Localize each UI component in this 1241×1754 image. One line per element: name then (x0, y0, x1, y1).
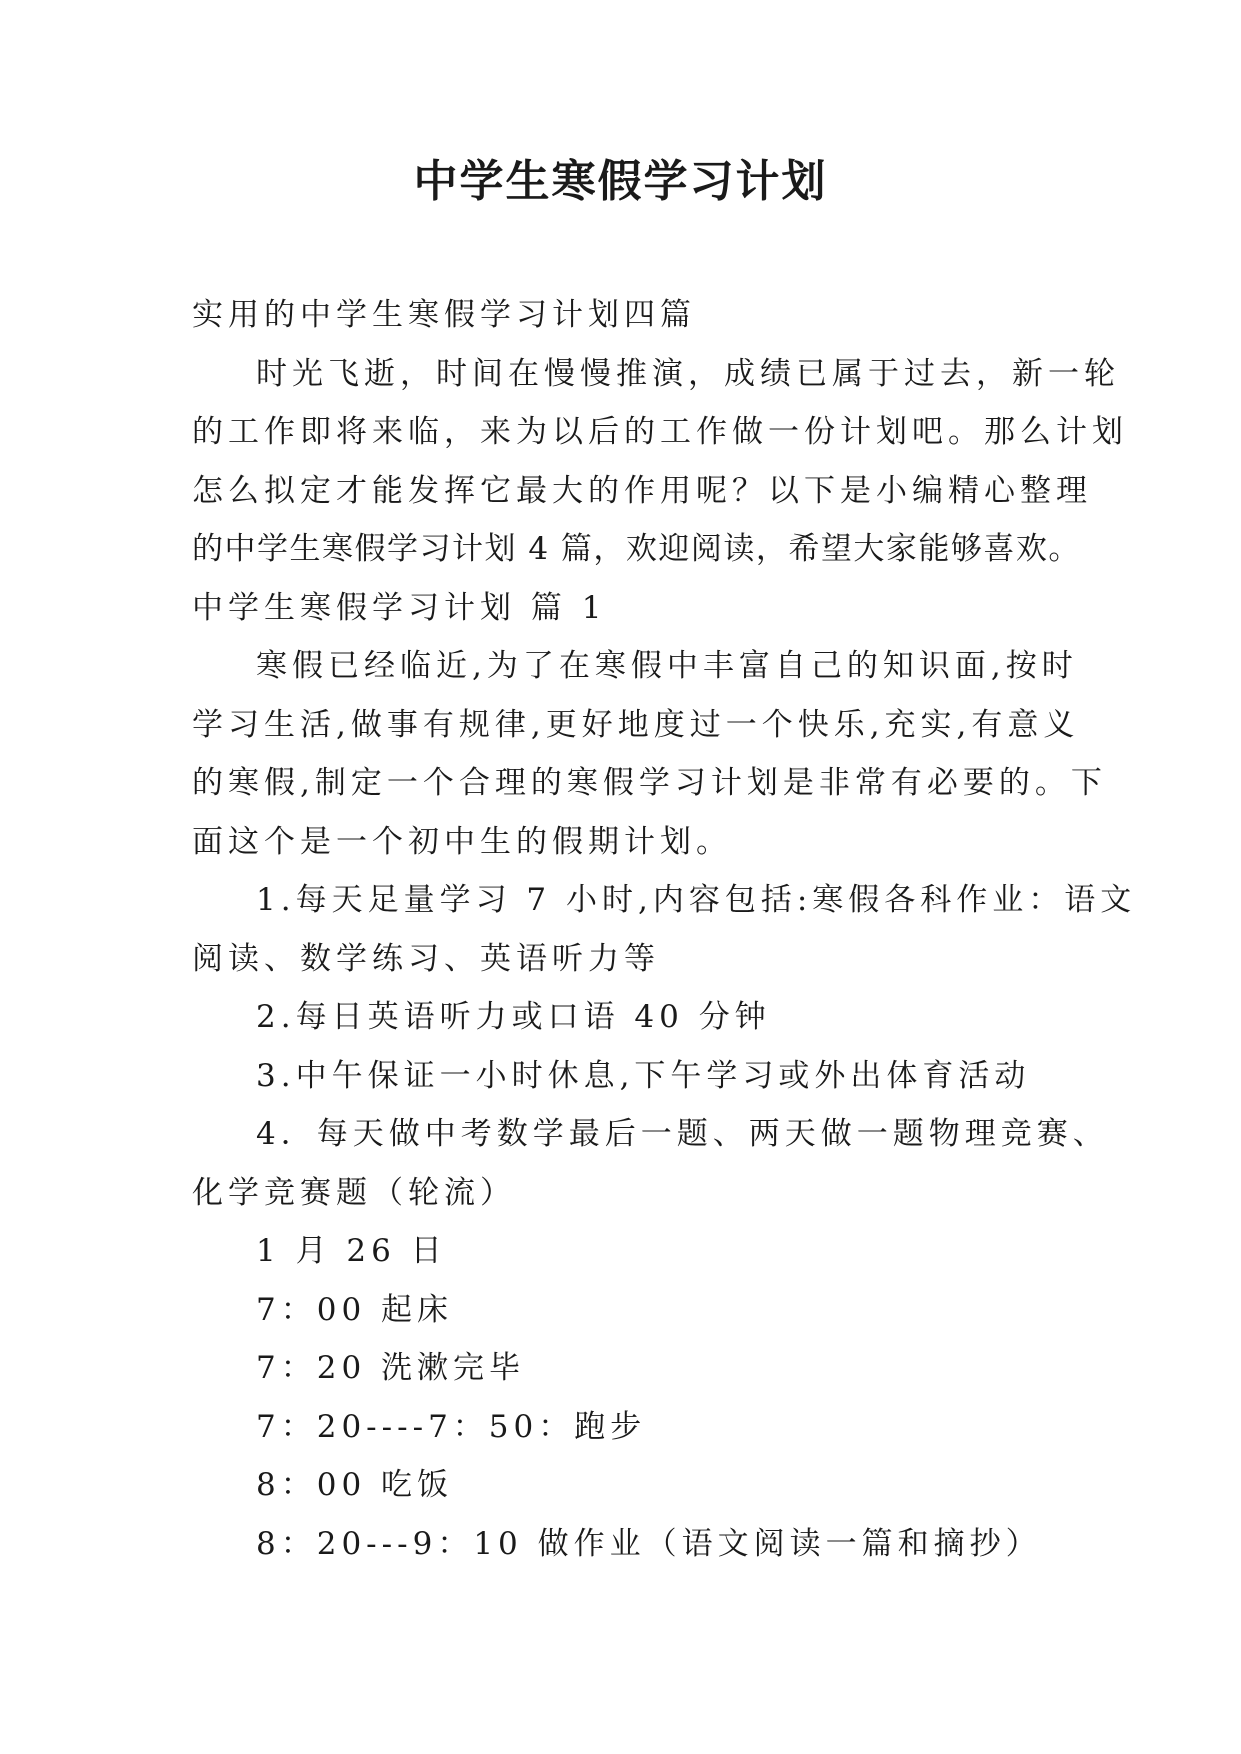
text-line: 的寒假,制定一个合理的寒假学习计划是非常有必要的。下 (192, 765, 1107, 801)
text-line: 7：20----7：50：跑步 (256, 1408, 647, 1445)
text-line: 寒假已经临近,为了在寒假中丰富自己的知识面,按时 (256, 648, 1078, 684)
text-line: 的工作即将来临，来为以后的工作做一份计划吧。那么计划 (192, 414, 1128, 450)
text-line: 1 月 26 日 (256, 1233, 447, 1269)
text-line: 化学竞赛题（轮流） (192, 1174, 516, 1211)
text-line: 1.每天足量学习 7 小时,内容包括:寒假各科作业：语文 (256, 882, 1137, 918)
text-line: 4．每天做中考数学最后一题、两天做一题物理竞赛、 (256, 1116, 1109, 1152)
text-line: 中学生寒假学习计划 篇 1 (192, 589, 607, 626)
text-line: 8：20---9：10 做作业（语文阅读一篇和摘抄） (256, 1525, 1042, 1562)
text-line: 2.每日英语听力或口语 40 分钟 (256, 999, 771, 1035)
text-line: 时光飞逝，时间在慢慢推演，成绩已属于过去，新一轮 (256, 355, 1120, 392)
text-line: 7：00 起床 (256, 1291, 454, 1328)
text-line: 7：20 洗漱完毕 (256, 1350, 526, 1386)
text-line: 阅读、数学练习、英语听力等 (192, 940, 660, 977)
text-line: 怎么拟定才能发挥它最大的作用呢？以下是小编精心整理 (192, 472, 1092, 509)
text-line: 学习生活,做事有规律,更好地度过一个快乐,充实,有意义 (192, 706, 1080, 743)
text-line: 3.中午保证一小时休息,下午学习或外出体育活动 (256, 1057, 1031, 1094)
text-line: 实用的中学生寒假学习计划四篇 (192, 297, 696, 333)
text-line: 的中学生寒假学习计划 4 篇，欢迎阅读，希望大家能够喜欢。 (192, 531, 1081, 567)
text-line: 8：00 吃饭 (256, 1467, 454, 1503)
text-line: 面这个是一个初中生的假期计划。 (192, 823, 732, 860)
document-body (192, 286, 1137, 1573)
document-title: 中学生寒假学习计划 (413, 156, 828, 207)
